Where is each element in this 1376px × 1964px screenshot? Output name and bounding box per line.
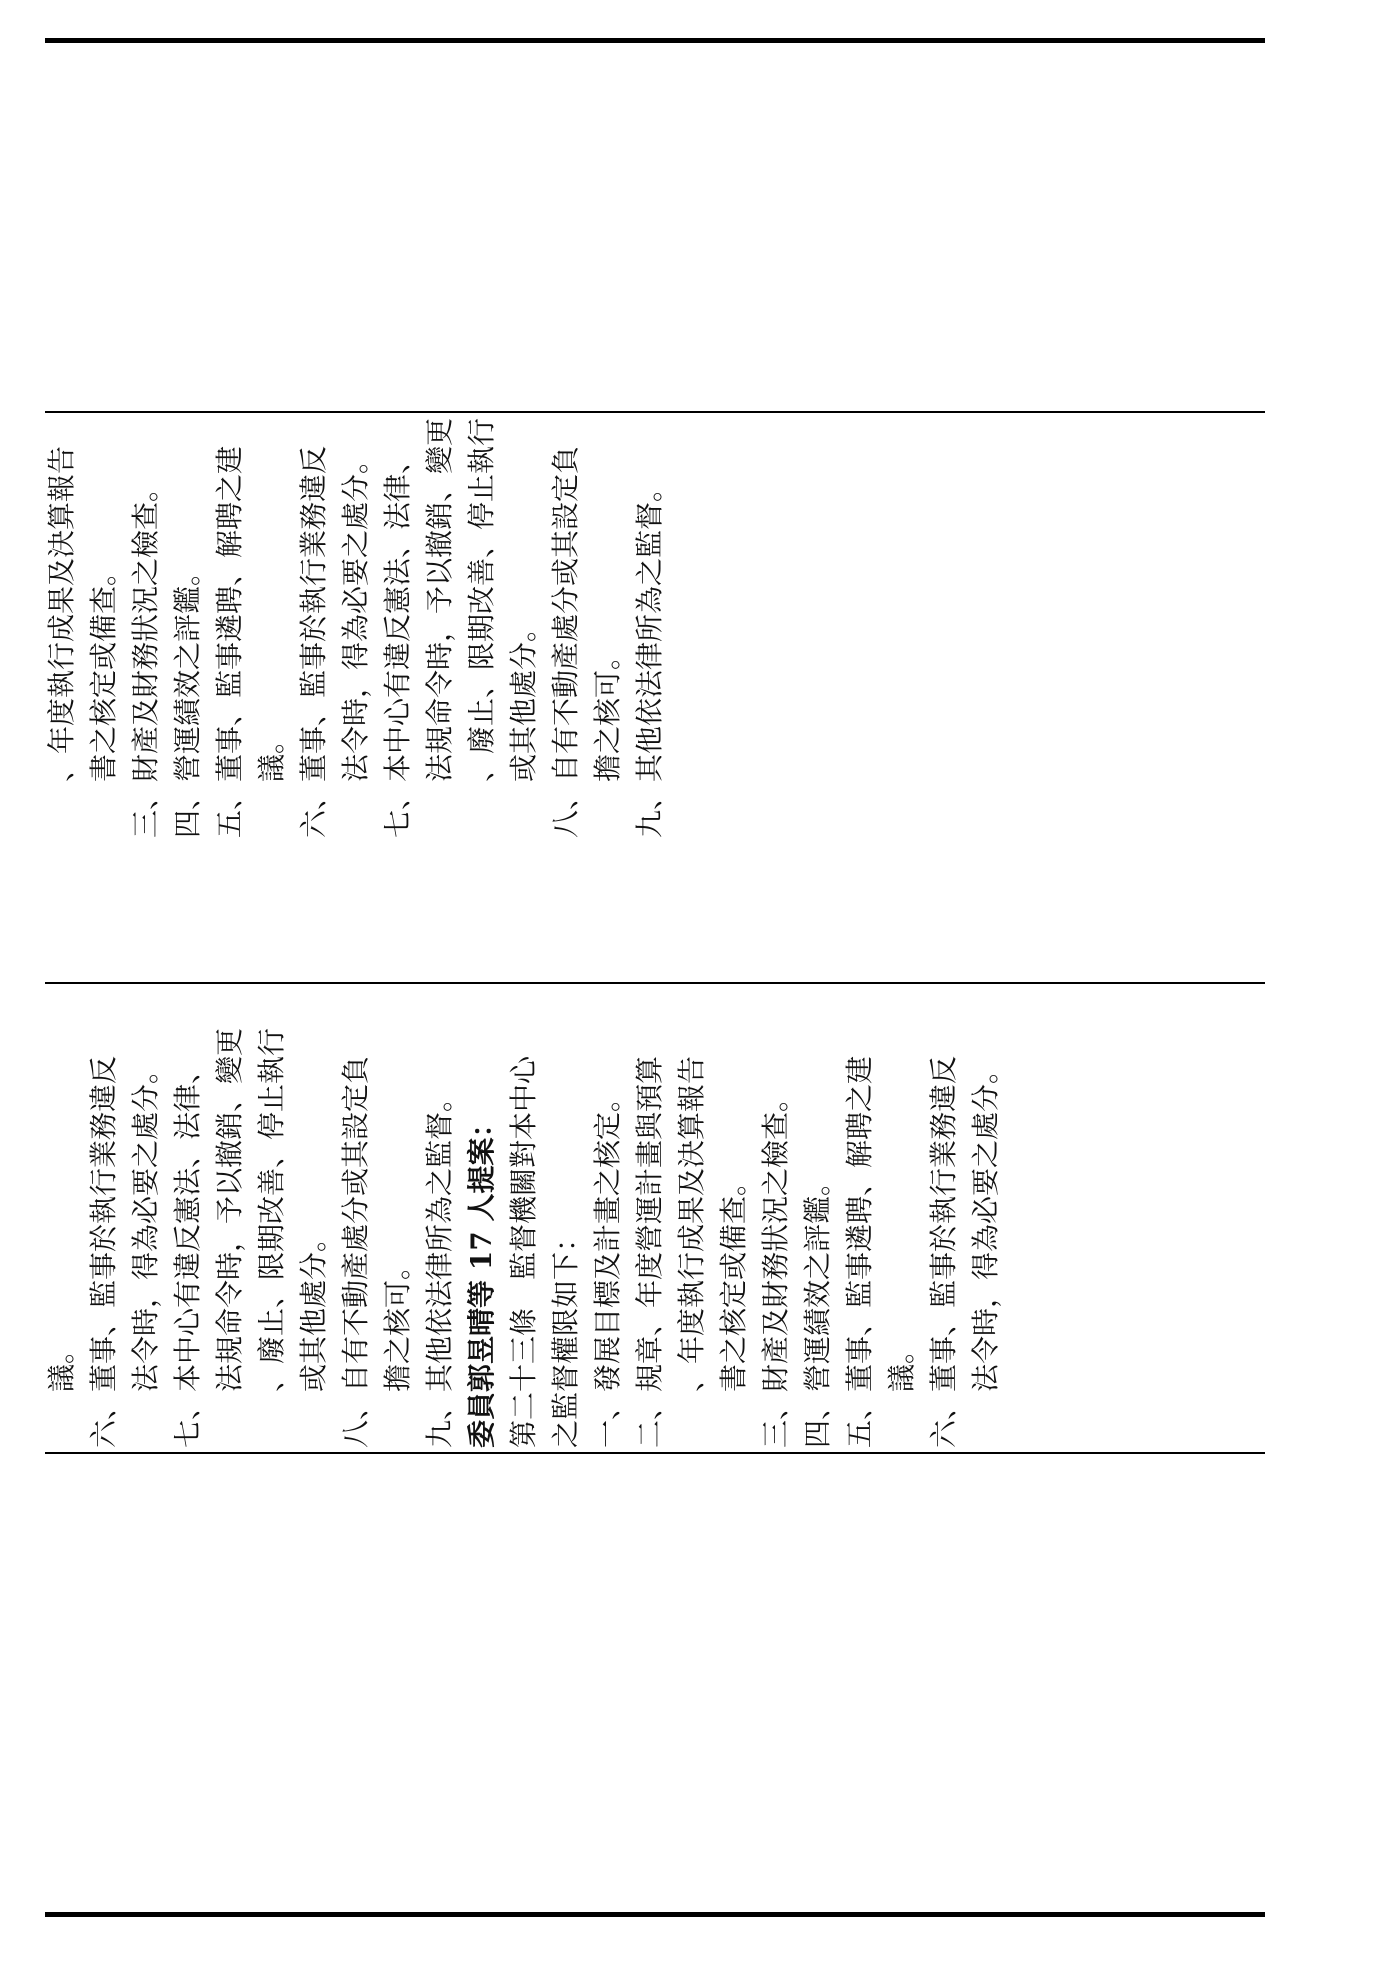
table-column-divider: [45, 1452, 1265, 1454]
text-line: 之監督權限如下：: [549, 1223, 582, 1448]
proposal-heading: 委員郭昱晴等 17 人提案：: [465, 1109, 498, 1448]
text-line: 五、董事、監事遴聘、解聘之建: [213, 445, 246, 838]
text-line: 議。: [45, 1335, 78, 1392]
text-line: 或其他處分。: [507, 613, 540, 782]
table-column-divider: [45, 982, 1265, 984]
continued-proposal-column: [41, 418, 671, 838]
proposal-column: [41, 988, 1007, 1448]
text-line: 法規命令時，予以撤銷、變更: [213, 1027, 246, 1392]
text-line: 議。: [255, 725, 288, 782]
text-line: 法規命令時，予以撤銷、變更: [423, 417, 456, 782]
text-line: 書之核定或備查。: [717, 1167, 750, 1392]
text-line: 、廢止、限期改善、停止執行: [465, 417, 498, 782]
text-line: 議。: [885, 1335, 918, 1392]
table-outer-border-left: [45, 1912, 1265, 1917]
text-line: 三、財產及財務狀況之檢查。: [759, 1083, 792, 1448]
table-outer-border-right: [45, 38, 1265, 43]
text-line: 擔之核可。: [591, 641, 624, 782]
text-line: 擔之核可。: [381, 1251, 414, 1392]
text-line: 六、董事、監事於執行業務違反: [297, 445, 330, 838]
text-line: 七、本中心有違反憲法、法律、: [381, 445, 414, 838]
text-line: 八、自有不動產處分或其設定負: [339, 1055, 372, 1448]
text-line: 或其他處分。: [297, 1223, 330, 1392]
text-line: 八、自有不動產處分或其設定負: [549, 445, 582, 838]
text-line: 四、營運績效之評鑑。: [801, 1167, 834, 1448]
text-line: 法令時，得為必要之處分。: [129, 1055, 162, 1392]
article-line: 第二十三條 監督機關對本中心: [507, 1055, 540, 1448]
text-line: 三、財產及財務狀況之檢查。: [129, 473, 162, 838]
text-line: 四、營運績效之評鑑。: [171, 557, 204, 838]
text-line: 一、發展目標及計畫之核定。: [591, 1083, 624, 1448]
text-line: 法令時，得為必要之處分。: [339, 445, 372, 782]
text-line: 二、規章、年度營運計畫與預算: [633, 1055, 666, 1448]
text-line: 法令時，得為必要之處分。: [969, 1055, 1002, 1392]
text-line: 六、董事、監事於執行業務違反: [927, 1055, 960, 1448]
text-line: 七、本中心有違反憲法、法律、: [171, 1055, 204, 1448]
text-line: 六、董事、監事於執行業務違反: [87, 1055, 120, 1448]
text-line: 、廢止、限期改善、停止執行: [255, 1027, 288, 1392]
text-line: 五、董事、監事遴聘、解聘之建: [843, 1055, 876, 1448]
text-line: 、年度執行成果及決算報告: [45, 445, 78, 782]
table-column-divider: [45, 411, 1265, 413]
text-line: 九、其他依法律所為之監督。: [633, 473, 666, 838]
text-line: 、年度執行成果及決算報告: [675, 1055, 708, 1392]
text-line: 書之核定或備查。: [87, 557, 120, 782]
text-line: 九、其他依法律所為之監督。: [423, 1083, 456, 1448]
